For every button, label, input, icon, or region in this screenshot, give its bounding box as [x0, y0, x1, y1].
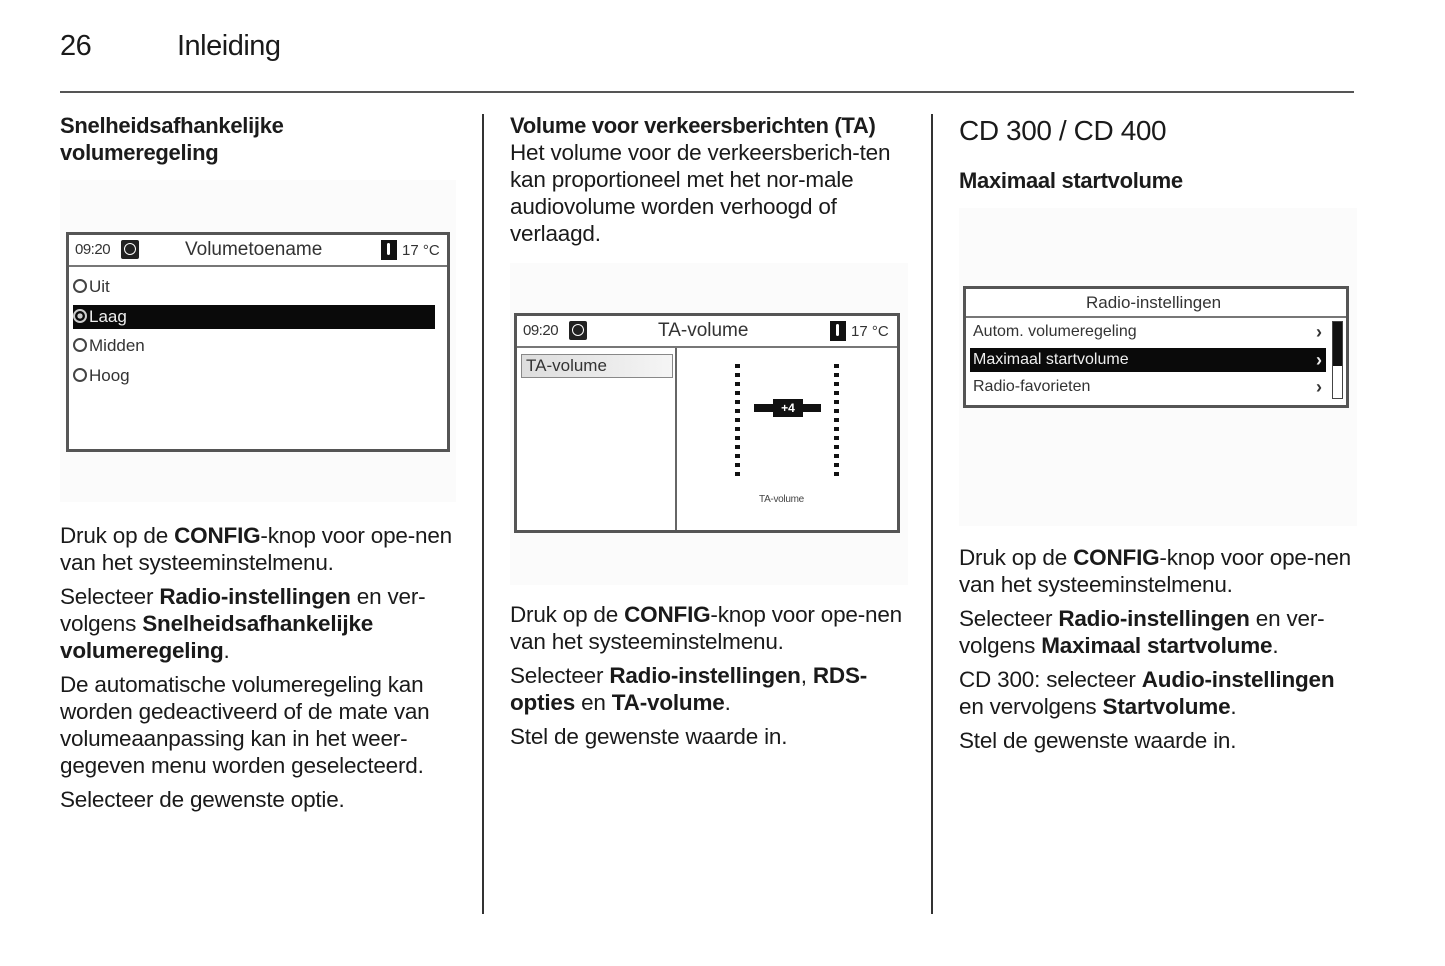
- section-title: CD 300 / CD 400: [959, 115, 1167, 146]
- display-screen: [514, 313, 900, 533]
- page-header: [60, 28, 1354, 92]
- column-divider: [931, 114, 933, 914]
- chevron-right-icon: ›: [1316, 350, 1322, 370]
- menu-item-radio-favorieten[interactable]: Radio-favorieten ›: [973, 377, 1322, 397]
- screen-header: [69, 235, 447, 267]
- slider-pane: [677, 348, 897, 530]
- slider-handle[interactable]: +4: [773, 399, 803, 417]
- display-screen: [963, 286, 1349, 408]
- screen-image-radio-instellingen: [959, 208, 1357, 526]
- option-laag[interactable]: Laag: [73, 305, 435, 329]
- radio-selected-icon: [73, 309, 87, 323]
- temperature: 17 °C: [402, 242, 440, 259]
- screen-image-volumetoename: [60, 180, 456, 502]
- column-speed-volume: [60, 112, 460, 820]
- screen-title: Radio-instellingen: [1086, 293, 1222, 312]
- screen-title: TA-volume: [658, 320, 749, 341]
- paragraph: Stel de gewenste waarde in.: [959, 728, 1237, 753]
- thermometer-icon: [830, 321, 846, 341]
- paragraph: Druk op de CONFIG-knop voor ope-nen van het systeeminstelmenu.: [510, 602, 902, 654]
- option-uit[interactable]: Uit: [73, 275, 373, 299]
- radio-icon: [73, 368, 87, 382]
- clock-icon: [121, 240, 139, 259]
- scale-left: [735, 364, 740, 481]
- left-pane: [517, 348, 677, 530]
- scrollbar[interactable]: [1332, 321, 1343, 399]
- option-midden[interactable]: Midden: [73, 334, 373, 358]
- ta-volume-menu-item[interactable]: TA-volume: [521, 354, 673, 378]
- column-divider: [482, 114, 484, 914]
- radio-icon: [73, 338, 87, 352]
- slider-caption: TA-volume: [759, 494, 804, 505]
- paragraph: Druk op de CONFIG-knop voor ope-nen van het systeeminstelmenu.: [60, 523, 452, 575]
- temperature: 17 °C: [851, 323, 889, 340]
- clock-icon: [569, 321, 587, 340]
- section-heading: Snelheidsafhankelijke volumeregeling: [60, 113, 284, 165]
- option-hoog[interactable]: Hoog: [73, 364, 373, 388]
- display-screen: [66, 232, 450, 452]
- clock-time: 09:20: [523, 322, 559, 339]
- menu-item-maximaal-startvolume[interactable]: Maximaal startvolume ›: [970, 348, 1326, 372]
- chevron-right-icon: ›: [1316, 322, 1322, 342]
- paragraph: Druk op de CONFIG-knop voor ope-nen van het systeeminstelmenu.: [959, 545, 1351, 597]
- menu-item-autom-volumeregeling[interactable]: Autom. volumeregeling ›: [973, 322, 1322, 342]
- scrollbar-thumb[interactable]: [1333, 322, 1342, 366]
- scale-right: [834, 364, 839, 481]
- radio-icon: [73, 279, 87, 293]
- page-number: 26: [60, 30, 92, 62]
- paragraph: Het volume voor de verkeersberich-ten kan proportioneel met het nor-male audiovolume worden verhoogd of verlaagd.: [510, 140, 891, 246]
- paragraph: De automatische volumeregeling kan worden gedeactiveerd of de mate van volumeaanpassing kan in het weer-gegeven menu worden geselecteerd.: [60, 672, 430, 778]
- paragraph: Selecteer Radio-instellingen, RDS-opties en TA-volume.: [510, 663, 868, 715]
- paragraph: Selecteer Radio-instellingen en ver-volgens Snelheidsafhankelijke volumeregeling.: [60, 584, 426, 663]
- chevron-right-icon: ›: [1316, 377, 1322, 397]
- column-cd300-cd400: [959, 112, 1359, 761]
- column-ta-volume: [510, 112, 910, 757]
- screen-header: [966, 289, 1346, 318]
- paragraph: Selecteer Radio-instellingen en ver-volgens Maximaal startvolume.: [959, 606, 1325, 658]
- paragraph: CD 300: selecteer Audio-instellingen en vervolgens Startvolume.: [959, 667, 1335, 719]
- paragraph: Selecteer de gewenste optie.: [60, 787, 345, 812]
- section-heading: Maximaal startvolume: [959, 168, 1183, 193]
- screen-image-ta-volume: [510, 263, 908, 585]
- thermometer-icon: [381, 240, 397, 260]
- screen-header: [517, 316, 897, 348]
- section-heading: Volume voor verkeersberichten (TA): [510, 113, 876, 138]
- screen-title: Volumetoename: [185, 239, 323, 260]
- chapter-title: Inleiding: [177, 30, 281, 62]
- paragraph: Stel de gewenste waarde in.: [510, 724, 788, 749]
- header-rule: [60, 91, 1354, 93]
- clock-time: 09:20: [75, 241, 111, 258]
